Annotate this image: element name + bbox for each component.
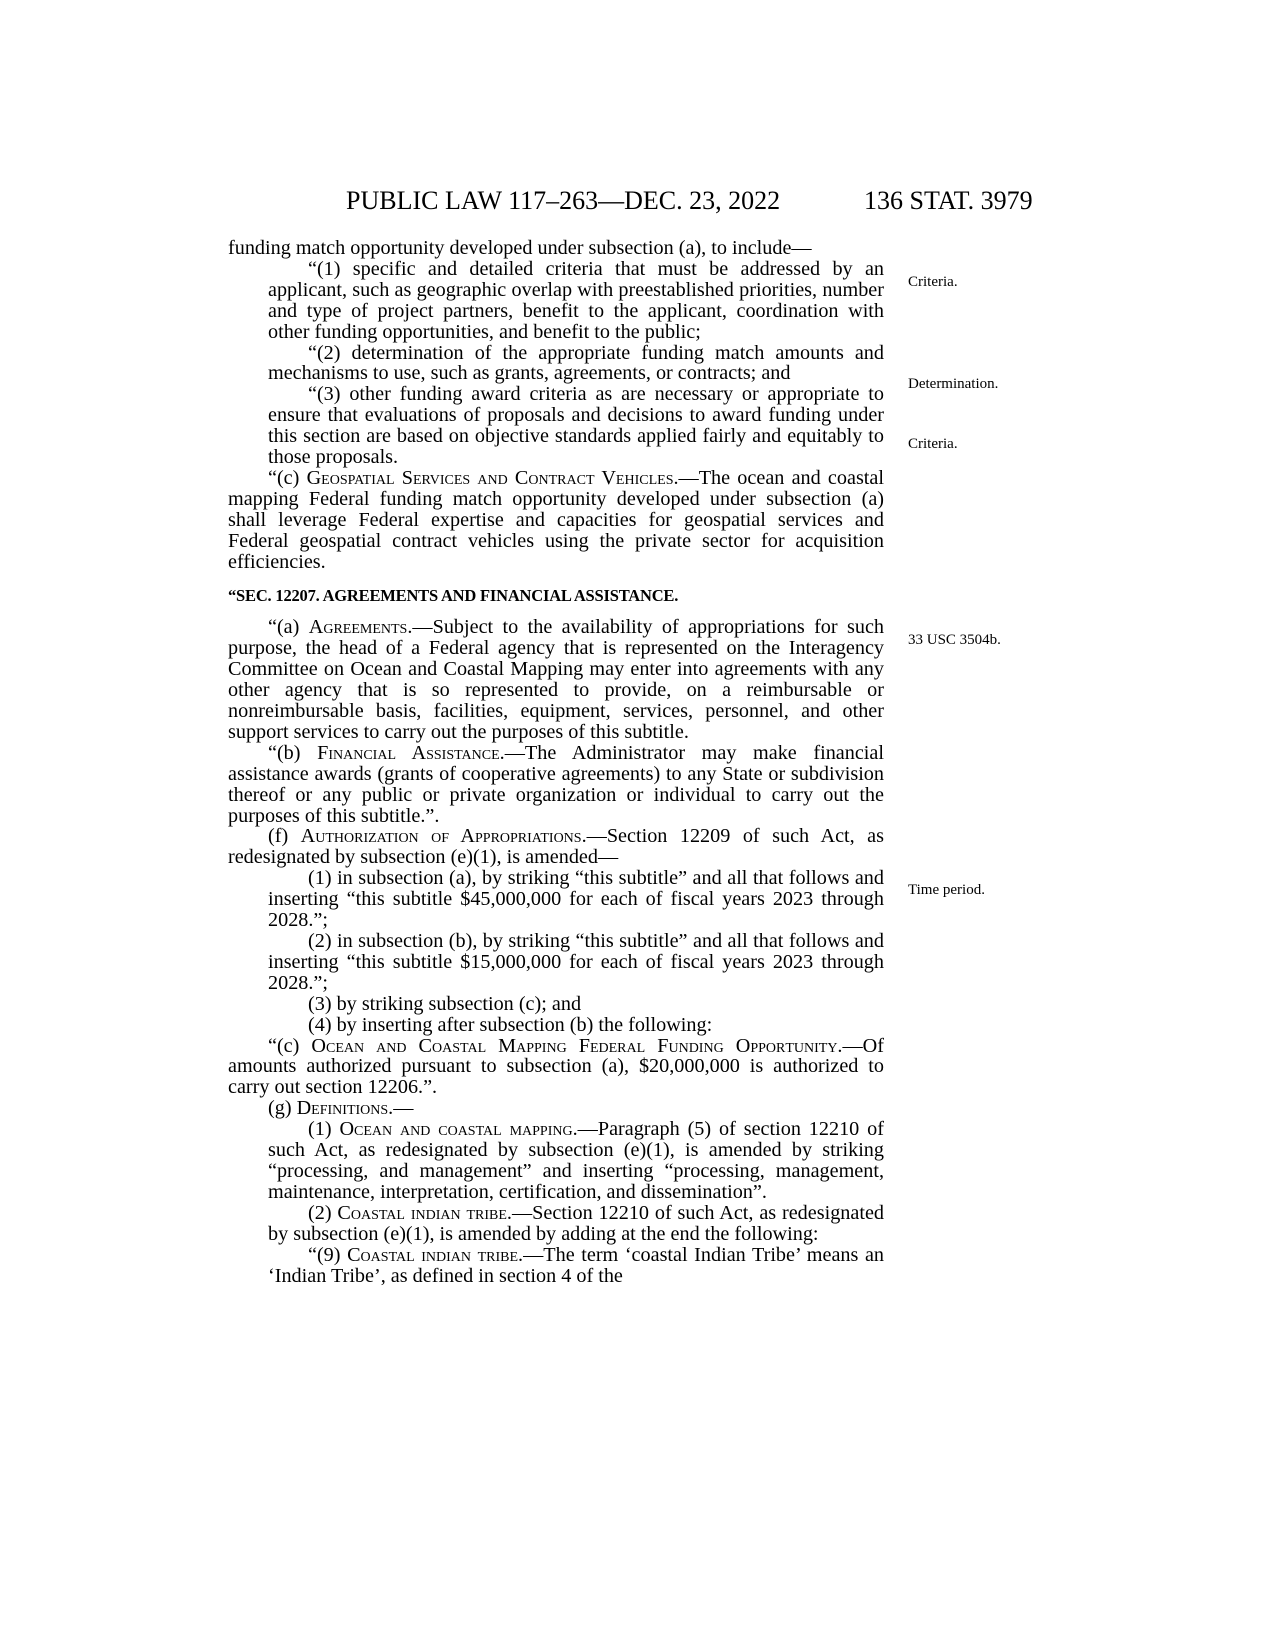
paragraph-amend-3: (3) by striking subsection (c); and [308,992,582,1015]
margin-note-criteria: Criteria. [908,274,958,290]
paragraph-heading: Coastal indian tribe. [347,1243,524,1266]
paragraph-definition-1 [268,1119,884,1203]
paragraph-definition-2 [268,1203,884,1245]
paragraph-subsection-f [228,826,884,868]
page-header-title: PUBLIC LAW 117–263—DEC. 23, 2022 [346,186,781,215]
paragraph-item-2: “(2) determination of the appropriate funding match amounts and mechanisms to use, such as grants, agreements, or contracts; and [268,341,884,385]
paragraph-label: “(9) [308,1243,348,1266]
page-header-stat: 136 STAT. 3979 [864,186,1033,215]
subsection-text: — [393,1097,414,1120]
paragraph-inserted-subsection-c [228,1036,884,1099]
margin-note-criteria-2: Criteria. [908,436,958,452]
paragraph-item-1: “(1) specific and detailed criteria that must be addressed by an applicant, such as geographic overlap with preestablished priorities, number and type of project partners, benefit to the applicant, coordination with other funding opportunities, and benefit to the public; [268,257,884,343]
subsection-label: “(a) [268,616,309,639]
paragraph-amend-2: (2) in subsection (b), by striking “this subtitle” and all that follows and inserting “this subtitle $15,000,000 for each of fiscal years 2023 through 2028.”; [268,930,884,994]
subsection-heading: Authorization of Appropriations. [300,825,587,848]
subsection-heading: Definitions. [296,1097,394,1120]
subsection-heading: Geospatial Services and Contract Vehicles. [306,466,679,489]
subsection-label: “(b) [268,741,318,764]
margin-note-time-period: Time period. [908,882,985,898]
paragraph-label: (1) [308,1118,340,1141]
section-heading: “SEC. 12207. AGREEMENTS AND FINANCIAL ASSISTANCE. [228,585,679,605]
subsection-heading: Agreements. [308,616,413,639]
paragraph-item-3: “(3) other funding award criteria as are necessary or appropriate to ensure that evaluations of proposals and decisions to award funding under this section are based on objective standards applied fairly and equitably to those proposals. [268,383,884,469]
subsection-heading: Ocean and Coastal Mapping Federal Funding Opportunity. [311,1034,843,1057]
paragraph-intro: funding match opportunity developed under subsection (a), to include— [228,237,812,259]
paragraph-definition-9 [268,1245,884,1287]
paragraph-text: —Section 12210 of such Act, as redesignated by subsection (e)(1), is amended by adding at the end the following: [268,1201,884,1245]
paragraph-subsection-c [228,468,884,573]
paragraph-label: (2) [308,1201,338,1224]
paragraph-amend-4: (4) by inserting after subsection (b) the following: [308,1013,713,1036]
paragraph-amend-1: (1) in subsection (a), by striking “this subtitle” and all that follows and inserting “this subtitle $45,000,000 for each of fiscal years 2023 through 2028.”; [268,867,884,932]
paragraph-heading: Coastal indian tribe. [337,1201,512,1224]
paragraph-text: —The term ‘coastal Indian Tribe’ means an ‘Indian Tribe’, as defined in section 4 of the [268,1243,885,1287]
margin-note-determination: Determination. [908,376,999,392]
subsection-label: “(c) [268,1034,312,1057]
subsection-label: (f) [268,825,301,848]
paragraph-heading: Ocean and coastal mapping. [339,1118,578,1141]
subsection-text: —Subject to the availability of appropriations for such purpose, the head of a Federal agency that is represented on the Interagency Committee on Ocean and Coastal Mapping may enter into agreements with any other agency that is so represented to provide, on a reimbursable or nonreimbursable basis, facilities, equipment, services, personnel, and other support services to carry out the purposes of this subtitle. [228,616,885,743]
paragraph-subsection-g [228,1098,884,1119]
subsection-heading: Financial Assistance. [317,741,505,764]
subsection-text: —Of amounts authorized pursuant to subsection (a), $20,000,000 is authorized to carry out section 12206.”. [228,1034,884,1099]
paragraph-text: —Paragraph (5) of section 12210 of such Act, as redesignated by subsection (e)(1), is amended by striking “processing, and management” and inserting “processing, management, maintenance, interpretation, certification, and dissemination”. [268,1118,884,1203]
subsection-label: (g) [268,1097,297,1120]
margin-note-usc-citation: 33 USC 3504b. [908,632,1001,648]
subsection-text: —The ocean and coastal mapping Federal funding match opportunity developed under subsection (a) shall leverage Federal expertise and capacities for geospatial services and Federal geospatial contract vehicles using the private sector for acquisition efficiencies. [228,466,884,573]
paragraph-subsection-b [228,743,884,827]
subsection-text: —Section 12209 of such Act, as redesignated by subsection (e)(1), is amended— [228,825,884,869]
document-body [228,238,884,1286]
subsection-text: —The Administrator may make financial assistance awards (grants of cooperative agreements) to any State or subdivision thereof or any public or private organization or individual to carry out the purposes of this subtitle.”. [228,741,884,827]
paragraph-subsection-a [228,617,884,742]
subsection-label: “(c) [268,466,307,489]
